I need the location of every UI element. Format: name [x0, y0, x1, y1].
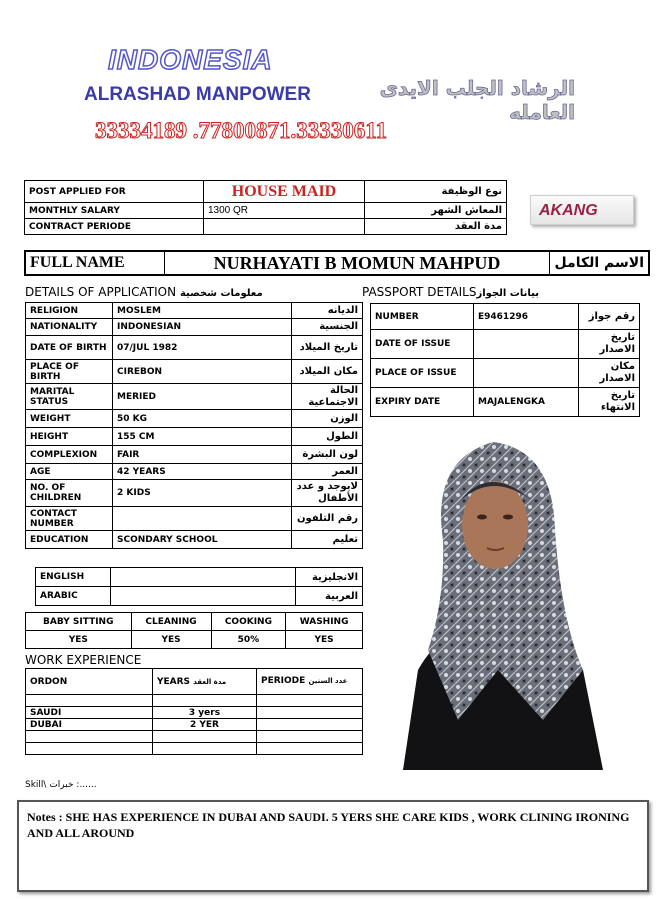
work-period: [257, 719, 363, 731]
work-col-years-arabic: مدة العقد: [193, 677, 227, 686]
passport-title-arabic: بيانات الجواز: [476, 288, 539, 299]
details-value: [113, 507, 292, 531]
details-row: [26, 360, 363, 384]
details-value: INDONESIAN: [113, 319, 292, 336]
work-row: [26, 707, 363, 719]
passport-label: DATE OF ISSUE: [371, 330, 474, 359]
full-name-value: NURHAYATI B MOMUN MAHPUD: [165, 251, 550, 275]
details-value: FAIR: [113, 446, 292, 464]
work-years: [153, 695, 257, 707]
details-label-arabic: تاريخ الميلاد: [292, 336, 363, 360]
contract-label: CONTRACT PERIODE: [25, 219, 204, 235]
work-row: [26, 743, 363, 755]
full-name-label-arabic: الاسم الكامل: [550, 251, 650, 275]
notes-box: [17, 800, 649, 892]
passport-title: PASSPORT DETAILS: [362, 285, 477, 299]
work-period: [257, 695, 363, 707]
passport-heading: [362, 285, 539, 299]
work-row: [26, 719, 363, 731]
passport-row: [371, 304, 640, 330]
details-title-arabic: معلومات شخصية: [179, 288, 263, 299]
details-value: SCONDARY SCHOOL: [113, 531, 292, 549]
skill-header: WASHING: [286, 613, 363, 631]
work-col-period: PERIODE: [261, 676, 306, 686]
agent-tag: AKANG: [530, 195, 634, 225]
work-period: [257, 707, 363, 719]
details-row: [26, 410, 363, 428]
language-row: [36, 587, 363, 606]
passport-label-arabic: تاريخ الانتهاء: [579, 388, 640, 417]
details-label: AGE: [26, 464, 113, 480]
details-heading: [25, 285, 263, 299]
details-value: MERIED: [113, 384, 292, 410]
details-title: DETAILS OF APPLICATION: [25, 285, 177, 299]
details-value: 2 KIDS: [113, 480, 292, 507]
job-table: [24, 180, 507, 235]
work-years: [153, 731, 257, 743]
details-row: [26, 464, 363, 480]
skill-value: YES: [26, 631, 132, 649]
details-label-arabic: رقم التلفون: [292, 507, 363, 531]
language-level: [111, 568, 296, 587]
language-label-arabic: العربية: [296, 587, 363, 606]
details-label-arabic: الوزن: [292, 410, 363, 428]
details-label-arabic: الديانه: [292, 303, 363, 319]
details-label: NATIONALITY: [26, 319, 113, 336]
language-level: [111, 587, 296, 606]
post-label-arabic: نوع الوظيفة: [365, 181, 507, 203]
details-label-arabic: مكان الميلاد: [292, 360, 363, 384]
details-row: [26, 446, 363, 464]
work-row: [26, 695, 363, 707]
passport-label: EXPIRY DATE: [371, 388, 474, 417]
work-country: [26, 743, 153, 755]
language-label: ENGLISH: [36, 568, 111, 587]
skill-header: COOKING: [211, 613, 286, 631]
agency-name-arabic: الرشاد الجلب الايدى العامله: [379, 76, 575, 124]
details-label-arabic: الجنسية: [292, 319, 363, 336]
details-value: MOSLEM: [113, 303, 292, 319]
languages-table: [35, 567, 363, 606]
skill-value: YES: [131, 631, 211, 649]
details-value: 50 KG: [113, 410, 292, 428]
passport-value: E9461296: [474, 304, 579, 330]
post-value: HOUSE MAID: [204, 181, 365, 203]
notes-text: Notes : SHE HAS EXPERIENCE IN DUBAI AND SAUDI. 5 YERS SHE CARE KIDS , WORK CLINING IRONING AND ALL AROUND: [27, 810, 630, 840]
salary-label-arabic: المعاش الشهر: [365, 203, 507, 219]
passport-table: [370, 303, 640, 417]
agency-name: ALRASHAD MANPOWER: [84, 84, 311, 105]
passport-row: [371, 388, 640, 417]
details-row: [26, 319, 363, 336]
work-years: [153, 743, 257, 755]
skill-value: 50%: [211, 631, 286, 649]
country-title: INDONESIA: [108, 44, 273, 75]
details-value: 155 CM: [113, 428, 292, 446]
post-label: POST APPLIED FOR: [25, 181, 204, 203]
language-row: [36, 568, 363, 587]
contract-label-arabic: مدة العقد: [365, 219, 507, 235]
passport-label-arabic: رقم جواز: [579, 304, 640, 330]
passport-value: [474, 330, 579, 359]
details-label-arabic: لايوجد و عدد الأطفال: [292, 480, 363, 507]
salary-value: 1300 QR: [204, 203, 365, 219]
details-row: [26, 480, 363, 507]
language-label: ARABIC: [36, 587, 111, 606]
details-label-arabic: لون البشرة: [292, 446, 363, 464]
details-value: 42 YEARS: [113, 464, 292, 480]
details-label-arabic: العمر: [292, 464, 363, 480]
details-value: CIREBON: [113, 360, 292, 384]
applicant-photo: [383, 420, 616, 770]
passport-value: [474, 359, 579, 388]
work-table: [25, 668, 363, 755]
details-row: [26, 384, 363, 410]
details-label: PLACE OF BIRTH: [26, 360, 113, 384]
details-row: [26, 303, 363, 319]
full-name-label: FULL NAME: [25, 251, 165, 275]
work-country: [26, 731, 153, 743]
work-col-years-cell: [153, 669, 257, 695]
work-period: [257, 743, 363, 755]
work-col-years: YEARS: [157, 676, 191, 687]
work-years: 3 yers: [153, 707, 257, 719]
details-row: [26, 428, 363, 446]
passport-label: NUMBER: [371, 304, 474, 330]
work-col-period-cell: [257, 669, 363, 695]
passport-row: [371, 330, 640, 359]
work-row: [26, 731, 363, 743]
details-label: RELIGION: [26, 303, 113, 319]
work-col-period-arabic: عدد السنين: [308, 677, 348, 685]
details-label: COMPLEXION: [26, 446, 113, 464]
details-value: 07/JUL 1982: [113, 336, 292, 360]
work-country: DUBAI: [26, 719, 153, 731]
details-row: [26, 531, 363, 549]
work-country: [26, 695, 153, 707]
skill-value: YES: [286, 631, 363, 649]
details-label-arabic: الحالة الاجتماعية: [292, 384, 363, 410]
details-label: HEIGHT: [26, 428, 113, 446]
work-period: [257, 731, 363, 743]
passport-label-arabic: تاريخ الاصدار: [579, 330, 640, 359]
language-label-arabic: الانجليزية: [296, 568, 363, 587]
phone-numbers: 33334189 .77800871.33330611: [95, 118, 387, 143]
details-label: MARITAL STATUS: [26, 384, 113, 410]
details-row: [26, 507, 363, 531]
passport-label-arabic: مكان الاصدار: [579, 359, 640, 388]
skills-table: [25, 612, 363, 649]
passport-label: PLACE OF ISSUE: [371, 359, 474, 388]
skill-header: BABY SITTING: [26, 613, 132, 631]
details-label: WEIGHT: [26, 410, 113, 428]
work-country: SAUDI: [26, 707, 153, 719]
salary-label: MONTHLY SALARY: [25, 203, 204, 219]
work-title: WORK EXPERIENCE: [25, 653, 142, 667]
details-label: CONTACT NUMBER: [26, 507, 113, 531]
details-label-arabic: تعليم: [292, 531, 363, 549]
passport-row: [371, 359, 640, 388]
skill-line: Skill\ خبرات :......: [25, 780, 97, 790]
details-table: [25, 302, 363, 549]
work-col-country: ORDON: [26, 669, 153, 695]
details-label: DATE OF BIRTH: [26, 336, 113, 360]
contract-value: [204, 219, 365, 235]
passport-value: MAJALENGKA: [474, 388, 579, 417]
skill-header: CLEANING: [131, 613, 211, 631]
work-years: 2 YER: [153, 719, 257, 731]
details-label-arabic: الطول: [292, 428, 363, 446]
full-name-table: [24, 250, 650, 276]
details-row: [26, 336, 363, 360]
details-label: EDUCATION: [26, 531, 113, 549]
details-label: NO. OF CHILDREN: [26, 480, 113, 507]
